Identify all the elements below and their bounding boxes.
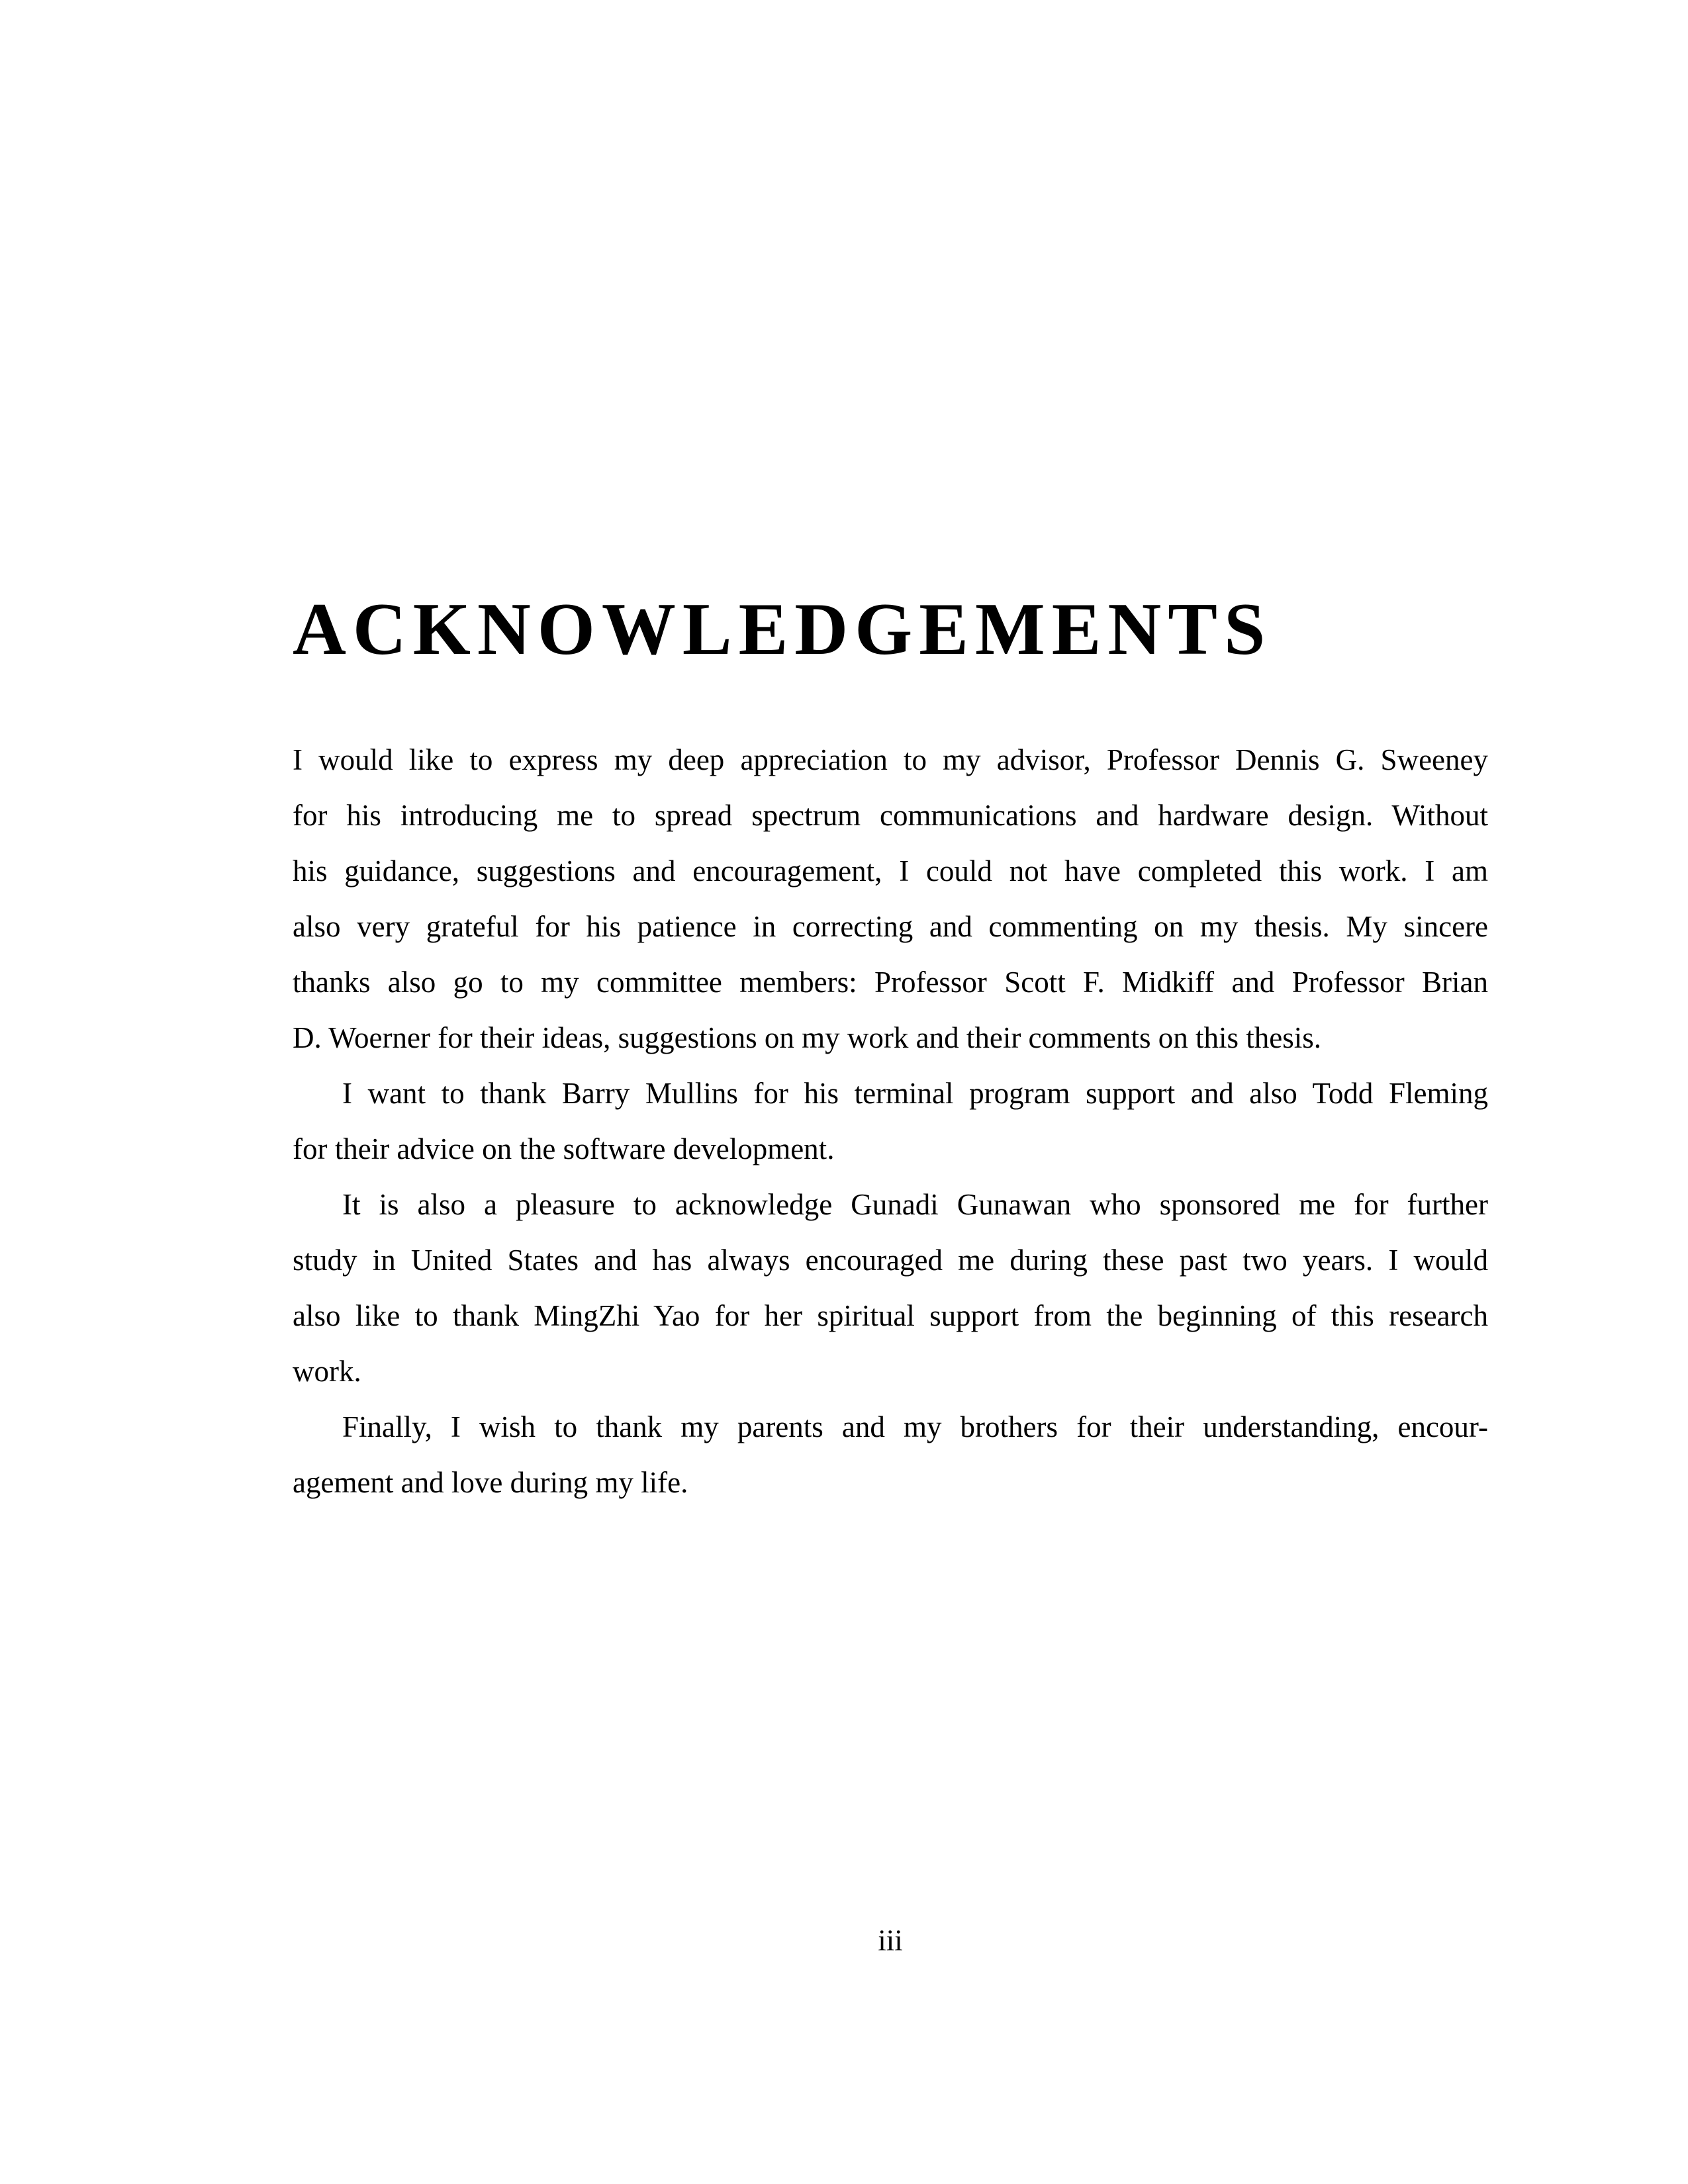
text-line: study in United States and has always encouraged me during these past two years. I would [293,1244,1488,1277]
paragraph [293,1177,1488,1399]
text-line: work. [293,1355,361,1388]
text-line: agement and love during my life. [293,1466,688,1499]
acknowledgements-body [293,732,1488,1510]
page-number: iii [878,1924,903,1957]
text-line: also very grateful for his patience in correcting and commenting on my thesis. My sincere [293,910,1488,943]
text-line: D. Woerner for their ideas, suggestions on my work and their comments on this thesis. [293,1021,1322,1054]
text-line: for his introducing me to spread spectrum communications and hardware design. Without [293,799,1488,832]
text-line: thanks also go to my committee members: Professor Scott F. Midkiff and Professor Brian [293,966,1488,999]
paragraph [293,732,1488,1066]
text-line: for their advice on the software development. [293,1132,835,1165]
text-line: Finally, I wish to thank my parents and my brothers for their understanding, encour- [342,1410,1488,1443]
text-line: I would like to express my deep appreciation to my advisor, Professor Dennis G. Sweeney [293,743,1488,776]
paragraph [293,1066,1488,1177]
section-title: ACKNOWLEDGEMENTS [293,588,1272,671]
text-line: his guidance, suggestions and encouragement, I could not have completed this work. I am [293,854,1488,887]
text-line: also like to thank MingZhi Yao for her spiritual support from the beginning of this research [293,1299,1488,1332]
text-line: I want to thank Barry Mullins for his terminal program support and also Todd Fleming [342,1077,1488,1110]
paragraph [293,1399,1488,1510]
text-line: It is also a pleasure to acknowledge Gunadi Gunawan who sponsored me for further [342,1188,1488,1221]
